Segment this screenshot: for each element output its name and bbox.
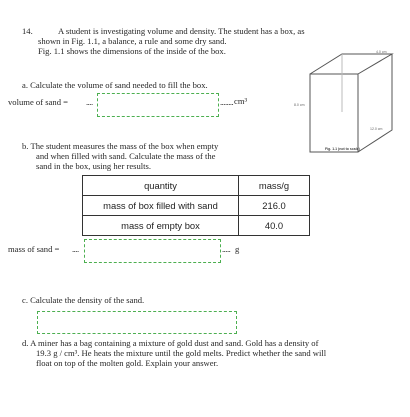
mass-table [82, 175, 310, 236]
part-d-question-line-2: 19.3 g / cm³. He heats the mixture until the gold melts. Predict whether the sand will [36, 348, 327, 358]
box-figure [286, 46, 410, 156]
table-cell-mass: 40.0 [239, 216, 310, 236]
part-a-answer-label: volume of sand = [8, 97, 68, 107]
part-b-question-line-2: and when filled with sand. Calculate the mass of the [36, 151, 216, 161]
table-row [83, 216, 310, 236]
volume-answer-box[interactable] [97, 93, 219, 117]
part-b-unit: g [235, 244, 240, 254]
part-d-question-line-3: float on top of the molten gold. Explain your answer. [36, 358, 219, 368]
intro-line-1: A student is investigating volume and density. The student has a box, as [58, 26, 305, 36]
table-header-quantity: quantity [83, 176, 239, 196]
part-a-question: a. Calculate the volume of sand needed to fill the box. [22, 80, 208, 90]
part-b-leading-dots: .... [72, 244, 79, 254]
part-b-answer-label: mass of sand = [8, 244, 60, 254]
dim-top-label: 4.0 cm [376, 50, 387, 54]
intro-line-2: shown in Fig. 1.1, a balance, a rule and some dry sand. [38, 36, 227, 46]
table-row [83, 196, 310, 216]
part-c-question: c. Calculate the density of the sand. [22, 295, 145, 305]
dim-left-label: 8.0 cm [294, 103, 305, 107]
box-front-face [310, 74, 358, 152]
table-cell-quantity: mass of box filled with sand [83, 196, 239, 216]
table-header-mass: mass/g [239, 176, 310, 196]
part-b-trailing-dots: ..... [222, 244, 231, 254]
figure-caption: Fig. 1.1 (not to scale) [325, 147, 360, 151]
part-a-trailing-dots: ........ [220, 97, 234, 107]
box-right-edges [358, 54, 392, 152]
table-header-row [83, 176, 310, 196]
part-a-unit: cm³ [234, 96, 248, 106]
intro-line-3: Fig. 1.1 shows the dimensions of the inside of the box. [38, 46, 226, 56]
part-a-leading-dots: .... [86, 97, 93, 107]
part-d-question-line-1: d. A miner has a bag containing a mixture of gold dust and sand. Gold has a density of [22, 338, 319, 348]
dim-right-label: 12.0 cm [370, 127, 383, 131]
table-cell-quantity: mass of empty box [83, 216, 239, 236]
density-answer-box[interactable] [37, 311, 237, 334]
table-cell-mass: 216.0 [239, 196, 310, 216]
mass-answer-box[interactable] [84, 239, 221, 263]
box-top-edges [310, 54, 392, 74]
part-b-question-line-1: b. The student measures the mass of the box when empty [22, 141, 219, 151]
part-b-question-line-3: sand in the box, using her results. [36, 161, 152, 171]
question-number: 14. [22, 26, 33, 36]
